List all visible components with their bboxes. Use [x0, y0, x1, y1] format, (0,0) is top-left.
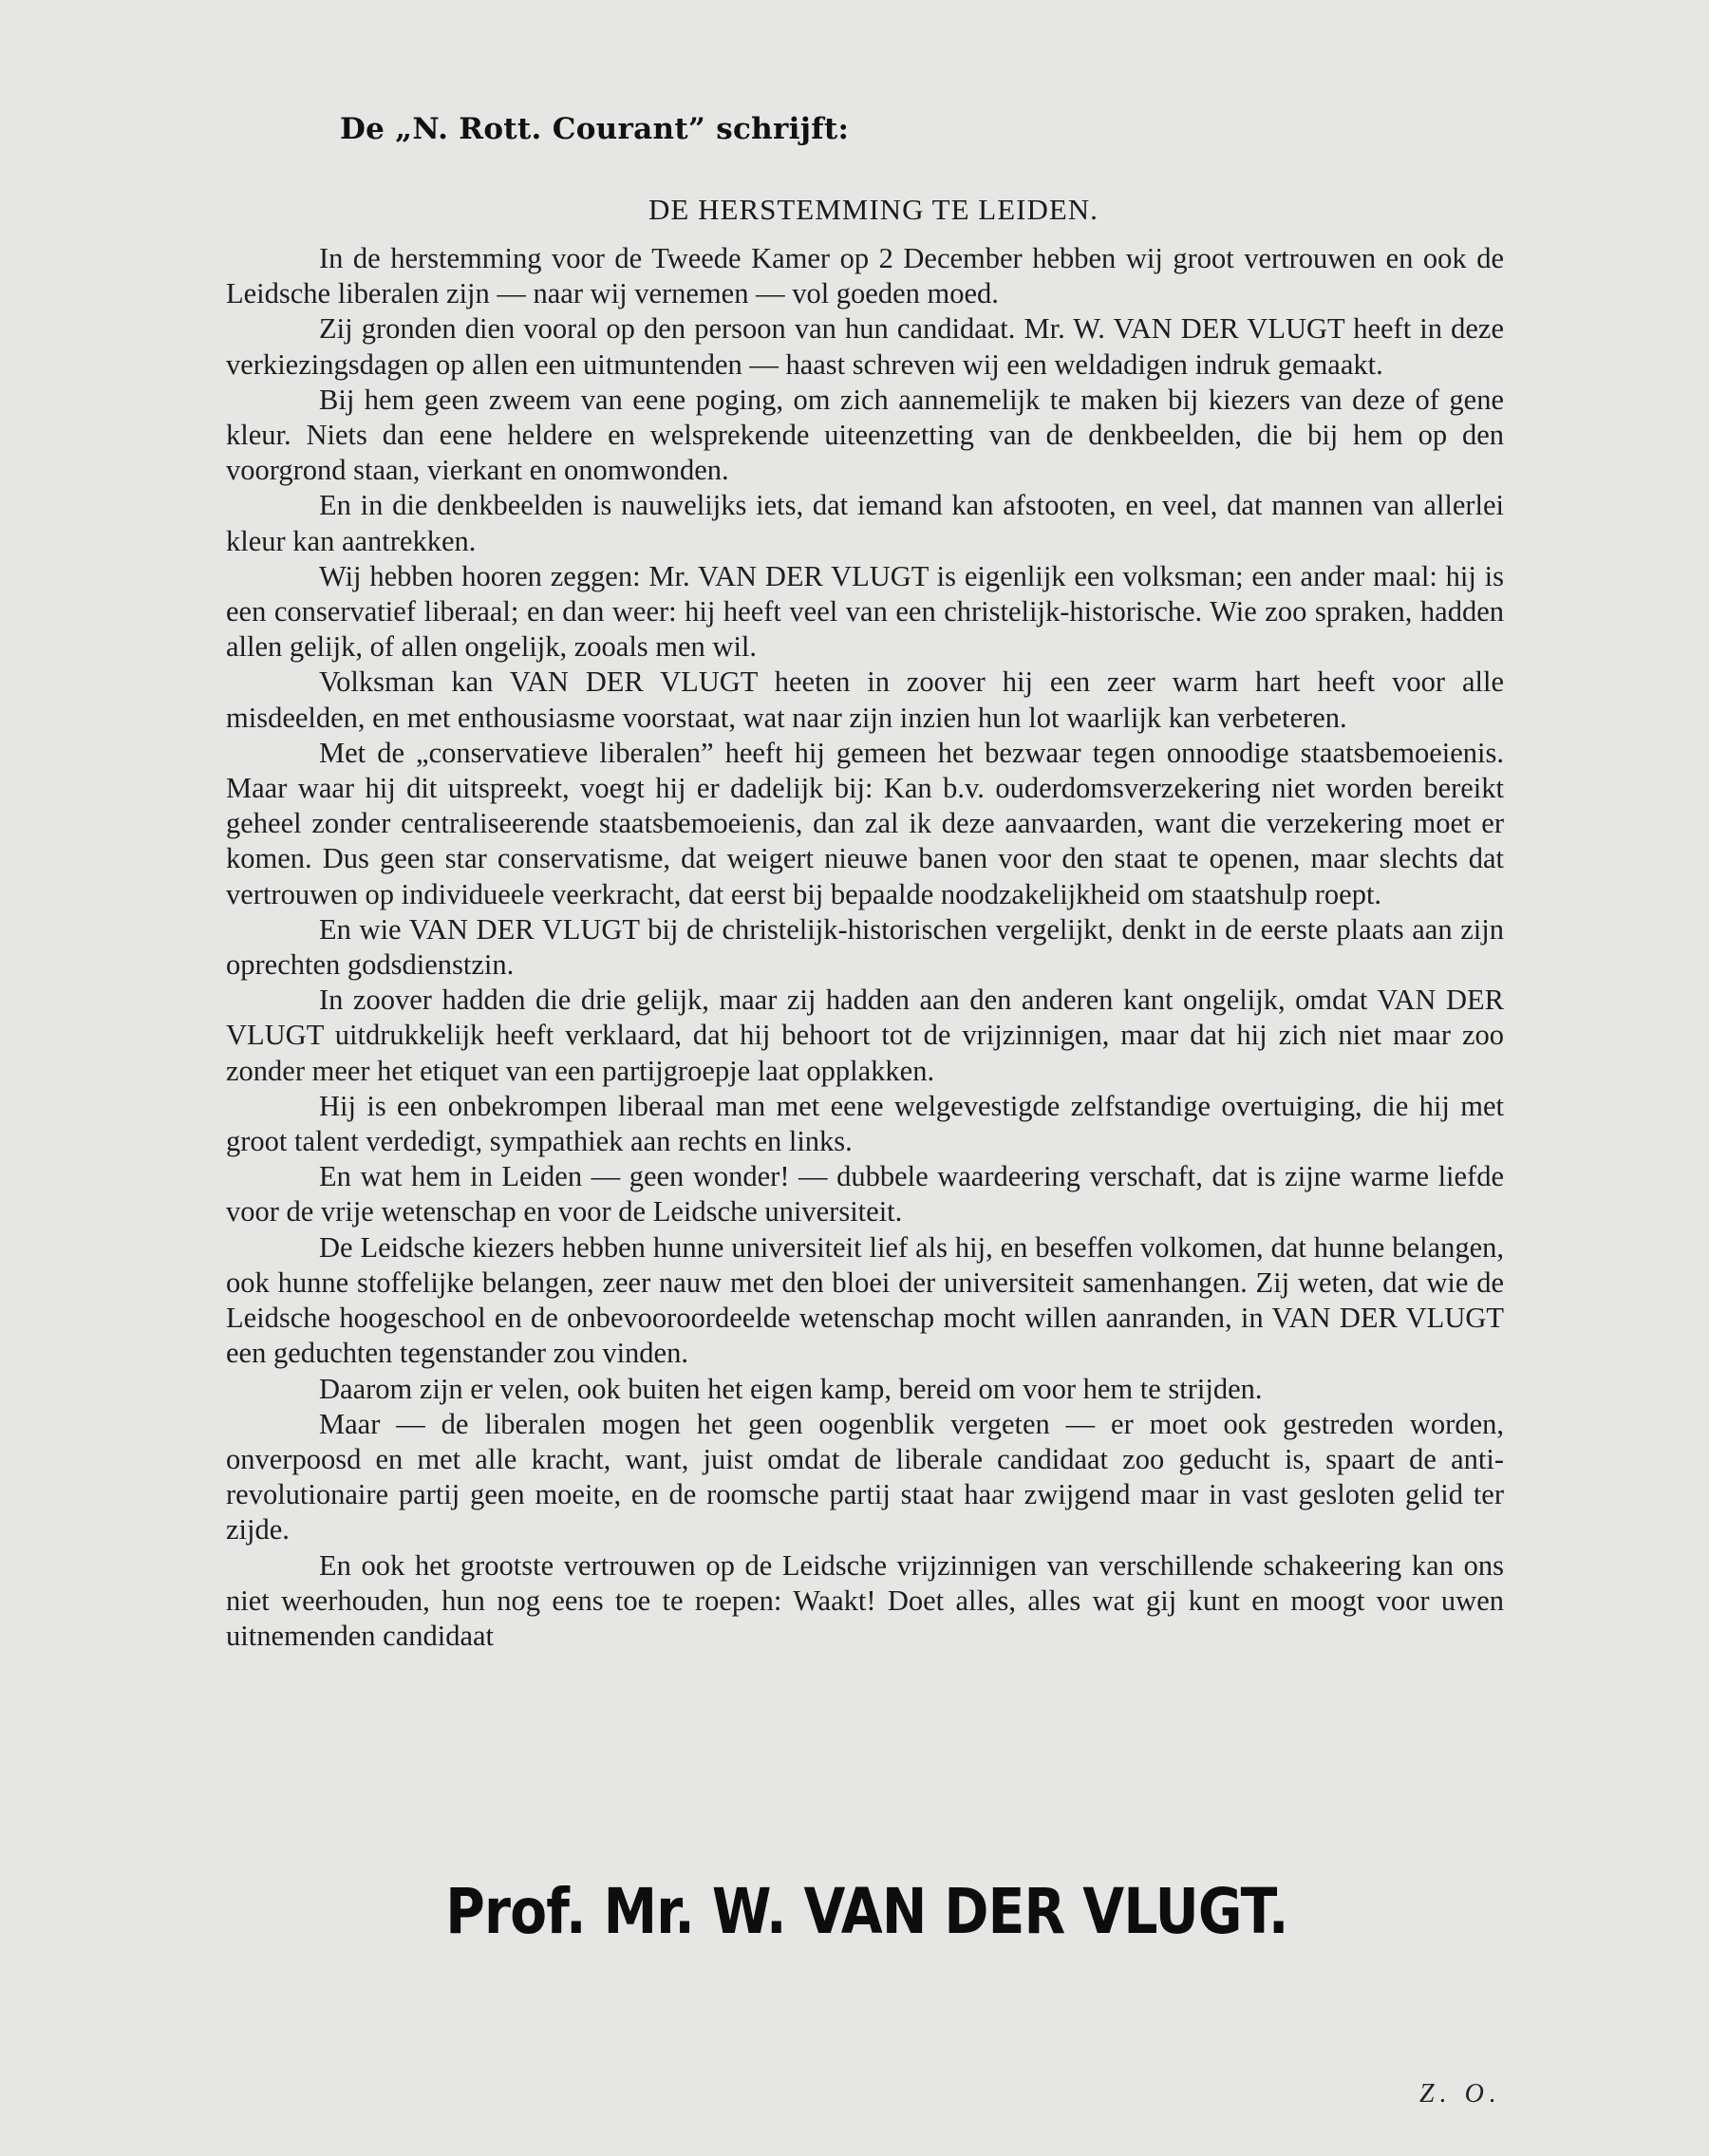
paragraph: En wie VAN DER VLUGT bij de christelijk-historischen vergelijkt, denkt in de eerste plaats aan zijn oprechten godsdienstzin.: [226, 912, 1504, 982]
signature: Z. O.: [1419, 2079, 1502, 2109]
paragraph: Met de „conservatieve liberalen” heeft hij gemeen het bezwaar tegen onnoodige staatsbemoeienis. Maar waar hij dit uitspreekt, voegt hij er dadelijk bij: Kan b.v. ouderdomsverzekering niet worden bereikt geheel zonder centraliseerende staatsbemoeienis, dan zal ik deze aanvaarden, want die verzekering moet er komen. Dus geen star conservatisme, dat weigert nieuwe banen voor den staat te openen, maar slechts dat vertrouwen op individueele veerkracht, dat eerst bij bepaalde noodzakelijkheid om staatshulp roept.: [226, 736, 1504, 910]
paragraph: In zoover hadden die drie gelijk, maar zij hadden aan den anderen kant ongelijk, omdat VAN DER VLUGT uitdrukkelijk heeft verklaard, dat hij behoort tot de vrijzinnigen, maar dat hij zich niet maar zoo zonder meer het etiquet van een partijgroepje laat opplakken.: [226, 984, 1504, 1087]
article-title: DE HERSTEMMING TE LEIDEN.: [648, 193, 1099, 226]
paragraph: En wat hem in Leiden — geen wonder! — dubbele waardeering verschaft, dat is zijne warme liefde voor de vrije wetenschap en voor de Leidsche universiteit.: [226, 1160, 1504, 1228]
paragraph: Volksman kan VAN DER VLUGT heeten in zoover hij een zeer warm hart heeft voor alle misdeelden, en met enthousiasme voorstaat, wat naar zijn inzien hun lot waarlijk kan verbeteren.: [226, 666, 1504, 734]
paragraph: Bij hem geen zweem van eene poging, om zich aannemelijk te maken bij kiezers van deze of gene kleur. Niets dan eene heldere en welsprekende uiteenzetting van de denkbeelden, die bij hem op den voorgrond staan, vierkant en onomwonden.: [226, 383, 1504, 487]
paragraph: En in die denkbeelden is nauwelijks iets, dat iemand kan afstooten, en veel, dat mannen van allerlei kleur kan aantrekken.: [226, 489, 1504, 557]
paragraph: De Leidsche kiezers hebben hunne universiteit lief als hij, en beseffen volkomen, dat hunne belangen, ook hunne stoffelijke belangen, zeer nauw met den bloei der universiteit samenhangen. Zij weten, dat wie de Leidsche hoogeschool en de onbevooroordeelde wetenschap mocht willen aanranden, in VAN DER VLUGT een geduchten tegenstander zou vinden.: [226, 1230, 1504, 1370]
paragraph: Daarom zijn er velen, ook buiten het eigen kamp, bereid om voor hem te strijden.: [319, 1372, 1263, 1405]
newspaper-heading: De „N. Rott. Courant” schrijft:: [340, 112, 850, 146]
paragraph: Zij gronden dien vooral op den persoon van hun candidaat. Mr. W. VAN DER VLUGT heeft in deze verkiezingsdagen op allen een uitmuntenden — haast schreven wij een weldadigen indruk gemaakt.: [226, 312, 1504, 381]
paragraph: In de herstemming voor de Tweede Kamer op 2 December hebben wij groot vertrouwen en ook de Leidsche liberalen zijn — naar wij vernemen — vol goeden moed.: [226, 242, 1504, 310]
paragraph: Hij is een onbekrompen liberaal man met eene welgevestigde zelfstandige overtuiging, die hij met groot talent verdedigt, sympathiek aan rechts en links.: [226, 1089, 1504, 1158]
paragraph: En ook het grootste vertrouwen op de Leidsche vrijzinnigen van verschillende schakeering kan ons niet weerhouden, hun nog eens toe te roepen: Waakt! Doet alles, alles wat gij kunt en moogt voor uwen uitnemenden candidaat: [226, 1548, 1504, 1652]
article-body: [226, 241, 1504, 1654]
candidate-name: Prof. Mr. W. VAN DER VLUGT.: [445, 1875, 1288, 1948]
paragraph: Maar — de liberalen mogen het geen oogenblik vergeten — er moet ook gestreden worden, onverpoosd en met alle kracht, want, juist omdat de liberale candidaat zoo geducht is, spaart de anti-revolutionaire partij geen moeite, en de roomsche partij staat haar zwijgend maar in vast gesloten gelid ter zijde.: [226, 1407, 1504, 1547]
paragraph: Wij hebben hooren zeggen: Mr. VAN DER VLUGT is eigenlijk een volksman; een ander maal: hij is een conservatief liberaal; en dan weer: hij heeft veel van een christelijk-historische. Wie zoo spraken, hadden allen gelijk, of allen ongelijk, zooals men wil.: [226, 559, 1504, 664]
